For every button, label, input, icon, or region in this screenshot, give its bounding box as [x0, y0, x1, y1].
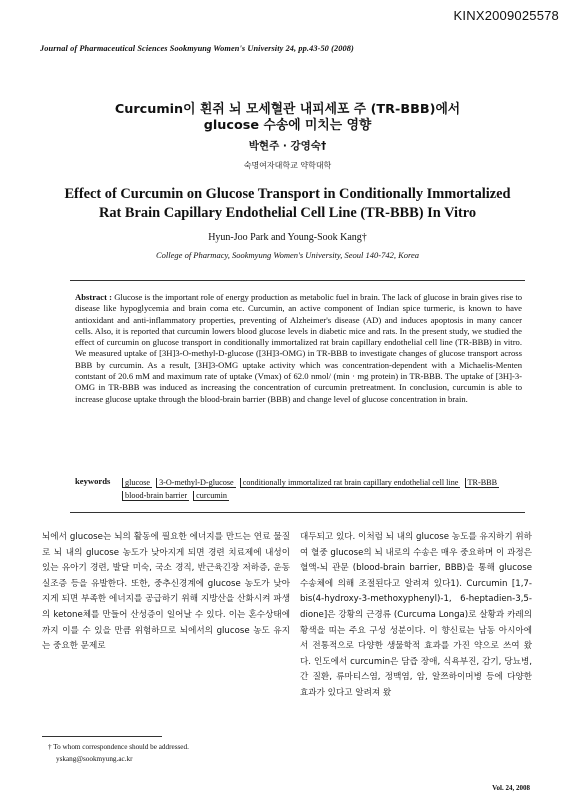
- body-left-column: 뇌에서 glucose는 뇌의 활동에 필요한 에너지를 만드는 연료 물질로 뇌 내의 glucose 농도가 낮아지게 되면 경련 치료제에 내성이 있는 유아기 경련, 발달 미숙, 국소 경직, 반근육긴장 저하증, 운동 실조증 등을 유발한다. 또한, 중추신경계에 glucose 농도가 낮아지게 되면 부족한 에너지를 공급하기 위해 지방산을 산화시켜 파생의 ketone체를 만들어 산성증이 일어날 수 있다. 이는 혼수상태에까지 이를 수 있을 만큼 위험하므로 뇌에서의 glucose 농도 유지는 중요한 문제로: [42, 532, 290, 652]
- abstract-top-rule: [70, 280, 525, 281]
- volume-footer: Vol. 24, 2008: [492, 784, 530, 792]
- korean-title-line-2: glucose 수송에 미치는 영향: [203, 118, 372, 133]
- english-affiliation: College of Pharmacy, Sookmyung Women's University, Seoul 140-742, Korea: [156, 250, 419, 260]
- keyword: curcumin: [193, 491, 229, 501]
- english-title-line-1: Effect of Curcumin on Glucose Transport in Conditionally Immortalized: [64, 186, 511, 202]
- keyword: blood-brain barrier: [122, 491, 189, 501]
- footnote-email: yskang@sookmyung.ac.kr: [56, 755, 133, 763]
- footnote-correspondence: † To whom correspondence should be addressed.: [48, 743, 189, 751]
- keyword: conditionally immortalized rat brain capillary endothelial cell line: [240, 478, 461, 488]
- abstract: [75, 292, 522, 405]
- korean-title-line-1: Curcumin이 흰쥐 뇌 모세혈관 내피세포 주 (TR-BBB)에서: [114, 102, 461, 117]
- journal-header: Journal of Pharmaceutical Sciences Sookmyung Women's University 24, pp.43-50 (2008): [40, 44, 354, 53]
- korean-affiliation: 숙명여자대학교 약학대학: [243, 161, 332, 170]
- keywords-label: keywords: [75, 476, 111, 486]
- keyword: glucose: [122, 478, 152, 488]
- footnote-rule: [42, 736, 162, 737]
- english-title-line-2: Rat Brain Capillary Endothelial Cell Line (TR-BBB) In Vitro: [98, 205, 477, 221]
- document-id: KINX2009025578: [453, 8, 559, 23]
- keyword: TR-BBB: [465, 478, 500, 488]
- body-right-column: 대두되고 있다. 이처럼 뇌 내의 glucose 농도를 유지하기 위하여 혈중 glucose의 뇌 내로의 수송은 매우 중요하며 이 과정은 혈액-뇌 관문 (blood-brain barrier, BBB)을 통해 glucose수송체에 의해 조절된다고 알려져 있다1). Curcumin [1,7-bis(4-hydroxy-3-methoxyphenyl)-1, 6-heptadien-3,5-dione]은 강황의 근경류 (Curcuma Longa)로 살황과 카레의 황색을 띠는 주요 구성 성분이다. 이 향신료는 남동 아시아에서 전통적으로 다양한 생물학적 효과를 가진 약으로 쓰여 왔다. 인도에서 curcumin은 담즙 장애, 식욕부진, 감기, 당뇨병, 간 질환, 류마티스염, 정맥염, 암, 알쯔하이머병 등에 다양한 효과가 있다고 알려져 왔: [300, 532, 532, 698]
- abstract-label: Abstract :: [75, 292, 113, 302]
- abstract-text: Glucose is the important role of energy production as metabolic fuel in brain. The lack of glucose in brain gives rise to disease like hypoglycemia and brain coma etc. Curcumin, an active component of Indian spice turmeric, is known to have antioxidant and anti-inflammatory properties, preventing of Alzheimer's disease (AD) and induces apoptosis in many cancer cells. Also, it is reported that curcumin lowers blood glucose levels in diabetic mice and rats. In the present study, we studied the effect of curcumin on glucose transport in conditionally immortalized rat brain capillary endothelial cell line (TR-BBB) in vitro. We measured uptake of [3H]3-O-methyl-D-glucose ([3H]3-OMG) in TR-BBB to investigate changes of glucose transport across BBB by curcumin. As a result, [3H]3-OMG uptake activity which was concentration-dependent with a Michaelis-Menten contstant of 20.6 mM and maximum rate of uptake (Vmax) of 62.0 nmol/ (min · mg protein) in TR-BBB. The uptake of [3H]-3-OMG in TR-BBB was induced as increasing the concentration of curcumin pretreatment. In conclusion, curcumin is able to increase glucose uptake through the blood-brain barrier (BBB) and change level of glucose concentration in brain.: [75, 292, 522, 404]
- keywords-list: [122, 476, 522, 502]
- korean-authors: 박현주 · 강영숙†: [248, 140, 327, 152]
- english-authors: Hyun-Joo Park and Young-Sook Kang†: [208, 232, 367, 243]
- keyword: 3-O-methyl-D-glucose: [156, 478, 236, 488]
- abstract-bottom-rule: [70, 512, 525, 513]
